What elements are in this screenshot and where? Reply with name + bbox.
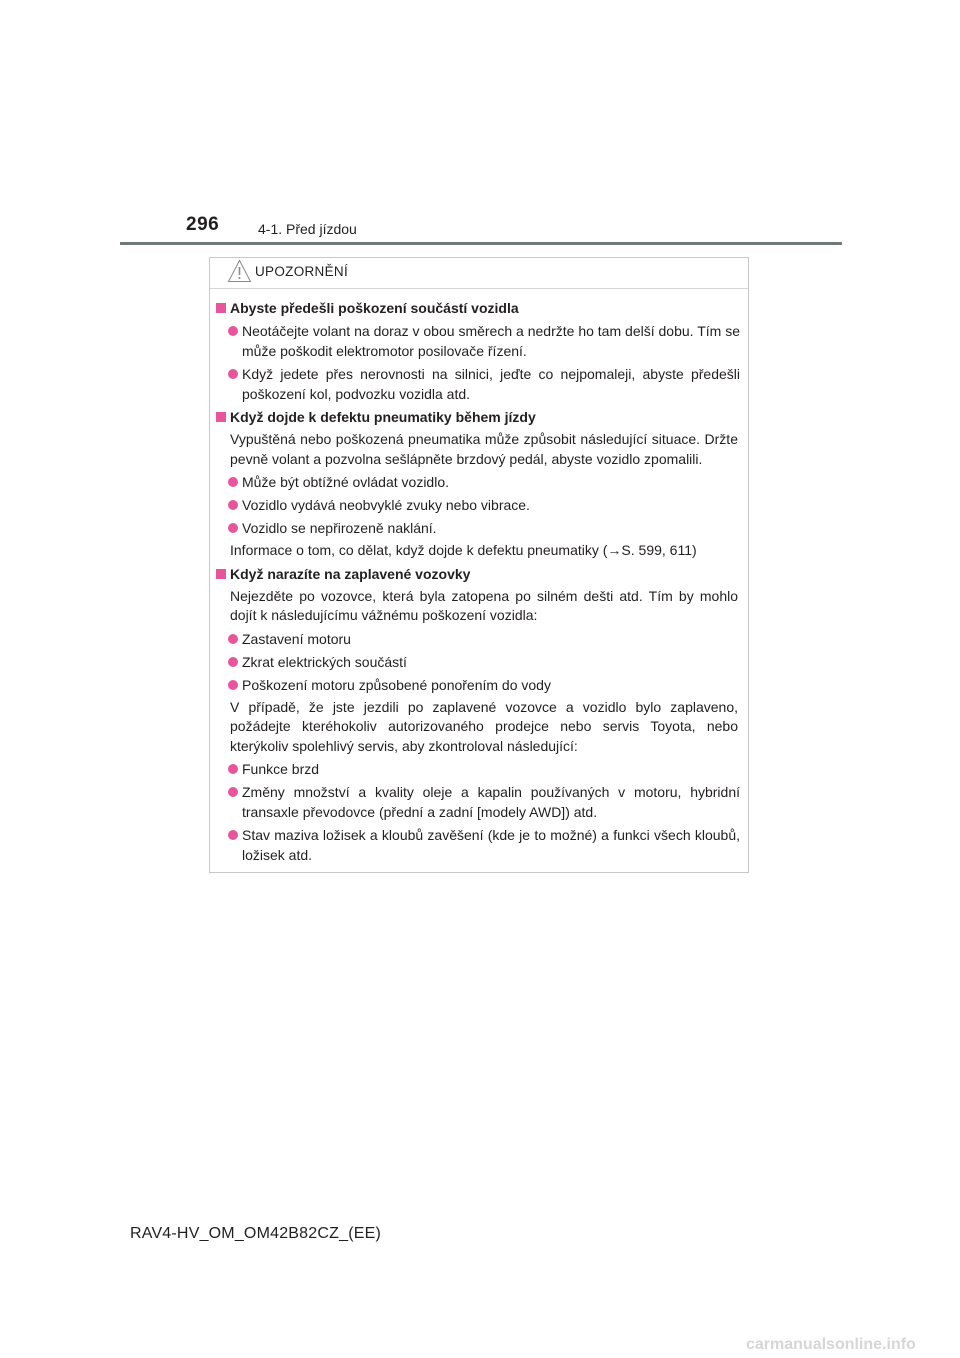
section-heading: Abyste předešli poškození součástí vozidla — [210, 298, 748, 318]
list-item: Stav maziva ložisek a kloubů zavěšení (kde je to možné) a funkci všech kloubů, ložisek atd. — [210, 825, 740, 865]
circle-bullet-icon — [228, 680, 238, 690]
list-item: Zastavení motoru — [210, 629, 740, 649]
paragraph: Informace o tom, co dělat, když dojde k defektu pneumatiky (→S. 599, 611) — [230, 542, 697, 558]
square-bullet-icon — [216, 303, 226, 313]
warning-box — [209, 257, 749, 873]
circle-bullet-icon — [228, 830, 238, 840]
warning-content — [210, 298, 748, 868]
list-item: Změny množství a kvality oleje a kapalin používaných v motoru, hybridní transaxle převodovce (přední a zadní [modely AWD]) atd. — [210, 782, 740, 822]
list-item: Může být obtížné ovládat vozidlo. — [210, 472, 740, 492]
header-rule — [120, 242, 842, 245]
paragraph: Vypuštěná nebo poškozená pneumatika může způsobit následující situace. Držte pevně volant a pozvolna sešlápněte brzdový pedál, abyste vozidlo zpomalili. — [230, 431, 738, 467]
circle-bullet-icon — [228, 764, 238, 774]
warning-triangle-icon — [227, 259, 252, 283]
list-item: Neotáčejte volant na doraz v obou směrech a nedržte ho tam delší dobu. Tím se může poškodit elektromotor posilovače řízení. — [210, 321, 740, 361]
square-bullet-icon — [216, 412, 226, 422]
section-heading: Když dojde k defektu pneumatiky během jízdy — [210, 407, 748, 427]
paragraph: Nejezděte po vozovce, která byla zatopena po silném dešti atd. Tím by mohlo dojít k následujícímu vážnému poškození vozidla: — [230, 587, 738, 623]
list-item: Poškození motoru způsobené ponořením do vody — [210, 675, 740, 695]
circle-bullet-icon — [228, 369, 238, 379]
section-heading: Když narazíte na zaplavené vozovky — [210, 564, 748, 584]
circle-bullet-icon — [228, 657, 238, 667]
watermark: carmanualsonline.info — [746, 1336, 916, 1353]
circle-bullet-icon — [228, 787, 238, 797]
list-item: Funkce brzd — [210, 759, 740, 779]
warning-header — [210, 258, 748, 289]
list-item: Zkrat elektrických součástí — [210, 652, 740, 672]
warning-title: UPOZORNĚNÍ — [255, 264, 349, 279]
circle-bullet-icon — [228, 326, 238, 336]
list-item: Vozidlo vydává neobvyklé zvuky nebo vibrace. — [210, 495, 740, 515]
list-item: Vozidlo se nepřirozeně naklání. — [210, 518, 740, 538]
circle-bullet-icon — [228, 634, 238, 644]
circle-bullet-icon — [228, 500, 238, 510]
section-title: 4-1. Před jízdou — [258, 221, 357, 237]
square-bullet-icon — [216, 569, 226, 579]
paragraph: V případě, že jste jezdili po zaplavené vozovce a vozidlo bylo zaplaveno, požádejte kteréhokoliv autorizovaného prodejce nebo servis Toyota, nebo kterýkoliv spolehlivý servis, aby zkontroloval následující: — [230, 698, 738, 754]
circle-bullet-icon — [228, 523, 238, 533]
circle-bullet-icon — [228, 477, 238, 487]
page-number: 296 — [186, 214, 220, 235]
document-code: RAV4-HV_OM_OM42B82CZ_(EE) — [130, 1225, 381, 1242]
list-item: Když jedete přes nerovnosti na silnici, jeďte co nejpomaleji, abyste předešli poškození kol, podvozku vozidla atd. — [210, 364, 740, 404]
